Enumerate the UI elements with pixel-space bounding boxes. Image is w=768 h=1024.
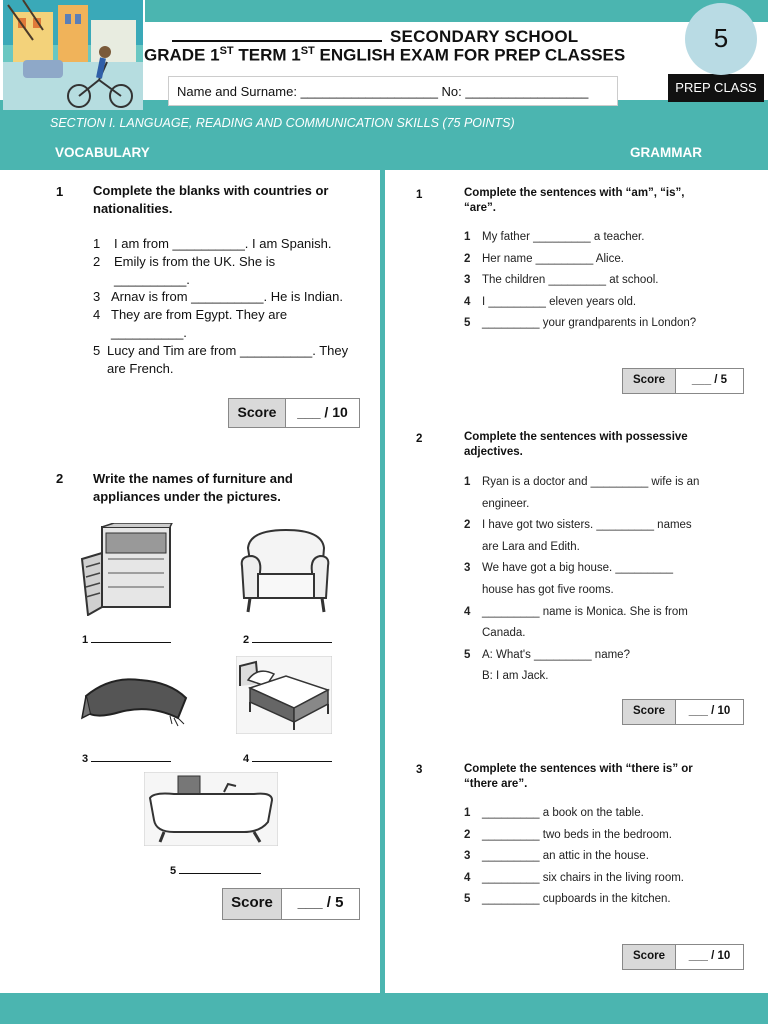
grammar-q1-items[interactable]: 1 My father _________ a teacher. 2 Her name _________ Alice. 3 The children _________ at school. 4 I _________ eleven years old. 5 _________ your grandparents in London? xyxy=(464,231,697,329)
vocab-q1-item-4[interactable]: 4 They are from Egypt. They are __________. xyxy=(93,307,288,340)
grammar-q2-instruction: Complete the sentences with possessive adjectives. xyxy=(464,431,688,458)
picture-3-answer[interactable]: 3 xyxy=(82,749,171,765)
picture-1-answer[interactable]: 1 xyxy=(82,630,171,646)
name-and-number-field[interactable] xyxy=(168,76,618,106)
vocab-q1-item-1[interactable]: 1 I am from __________. I am Spanish. xyxy=(93,236,332,251)
grammar-q1-number: 1 xyxy=(416,189,423,201)
vocab-q1-instruction: Complete the blanks with countries or nationalities. xyxy=(93,183,329,216)
grammar-q2-items[interactable]: 1 Ryan is a doctor and _________ wife is an engineer. 2 I have got two sisters. _________ names are Lara and Edith. 3 We have got a big house. _________ house has got five rooms. 4 _________ name is Monica. She is from Canada. 5 A: What's _________ name? B: I am Jack. xyxy=(464,476,700,683)
section-title: SECTION I. LANGUAGE, READING AND COMMUNICATION SKILLS (75 POINTS) xyxy=(50,116,515,130)
grammar-q3-number: 3 xyxy=(416,764,423,776)
column-divider xyxy=(380,168,385,1024)
grammar-q3-score-box: Score ___ / 10 xyxy=(622,944,744,970)
picture-2-answer[interactable]: 2 xyxy=(243,630,332,646)
dishwasher-picture xyxy=(80,523,175,616)
bed-picture xyxy=(236,656,332,734)
armchair-picture xyxy=(238,528,332,614)
vocab-q1-number: 1 xyxy=(56,184,64,199)
grammar-q2-number: 2 xyxy=(416,433,423,445)
grammar-q3-instruction: Complete the sentences with “there is” or “there are”. xyxy=(464,763,693,790)
picture-5-answer[interactable]: 5 xyxy=(170,861,261,877)
grammar-q1-instruction: Complete the sentences with “am”, “is”, “are”. xyxy=(464,187,685,214)
vocab-q2-score-box: Score ___ / 5 xyxy=(222,888,360,920)
vocab-q2-number: 2 xyxy=(56,471,64,486)
bathtub-picture xyxy=(144,772,278,846)
vocabulary-heading: VOCABULARY xyxy=(55,145,150,160)
header-top-band xyxy=(145,0,768,22)
rug-picture xyxy=(80,668,192,730)
name-field-label: Name and Surname: ___________________ No: _________________ xyxy=(177,84,589,99)
vocab-q1-item-5[interactable]: 5 Lucy and Tim are from __________. They are French. xyxy=(93,343,349,376)
school-suffix: SECONDARY SCHOOL xyxy=(390,27,579,46)
prep-class-badge: PREP CLASS xyxy=(668,74,764,102)
school-name-line xyxy=(172,26,578,47)
vocab-q1-item-2[interactable]: 2 Emily is from the UK. She is __________. xyxy=(93,254,276,287)
exam-title: GRADE 1ST TERM 1ST ENGLISH EXAM FOR PREP CLASSES xyxy=(144,45,626,65)
grammar-q3-items[interactable]: 1 _________ a book on the table. 2 _________ two beds in the bedroom. 3 _________ an attic in the house. 4 _________ six chairs in the living room. 5 _________ cupboards in the kitchen. xyxy=(464,807,685,905)
grammar-q1-score-box: Score ___ / 5 xyxy=(622,368,744,394)
school-name-blank xyxy=(172,26,382,42)
picture-4-answer[interactable]: 4 xyxy=(243,749,332,765)
grammar-heading: GRAMMAR xyxy=(630,145,702,160)
grammar-q2-score-box: Score ___ / 10 xyxy=(622,699,744,725)
footer-band xyxy=(0,993,768,1024)
page-number-circle: 5 xyxy=(685,3,757,75)
vocab-q2-instruction: Write the names of furniture and appliances under the pictures. xyxy=(93,471,293,504)
school-logo-illustration xyxy=(3,0,143,110)
vocab-q1-score-box: Score ___ / 10 xyxy=(228,398,360,428)
vocab-q1-item-3[interactable]: 3 Arnav is from __________. He is Indian. xyxy=(93,289,343,304)
